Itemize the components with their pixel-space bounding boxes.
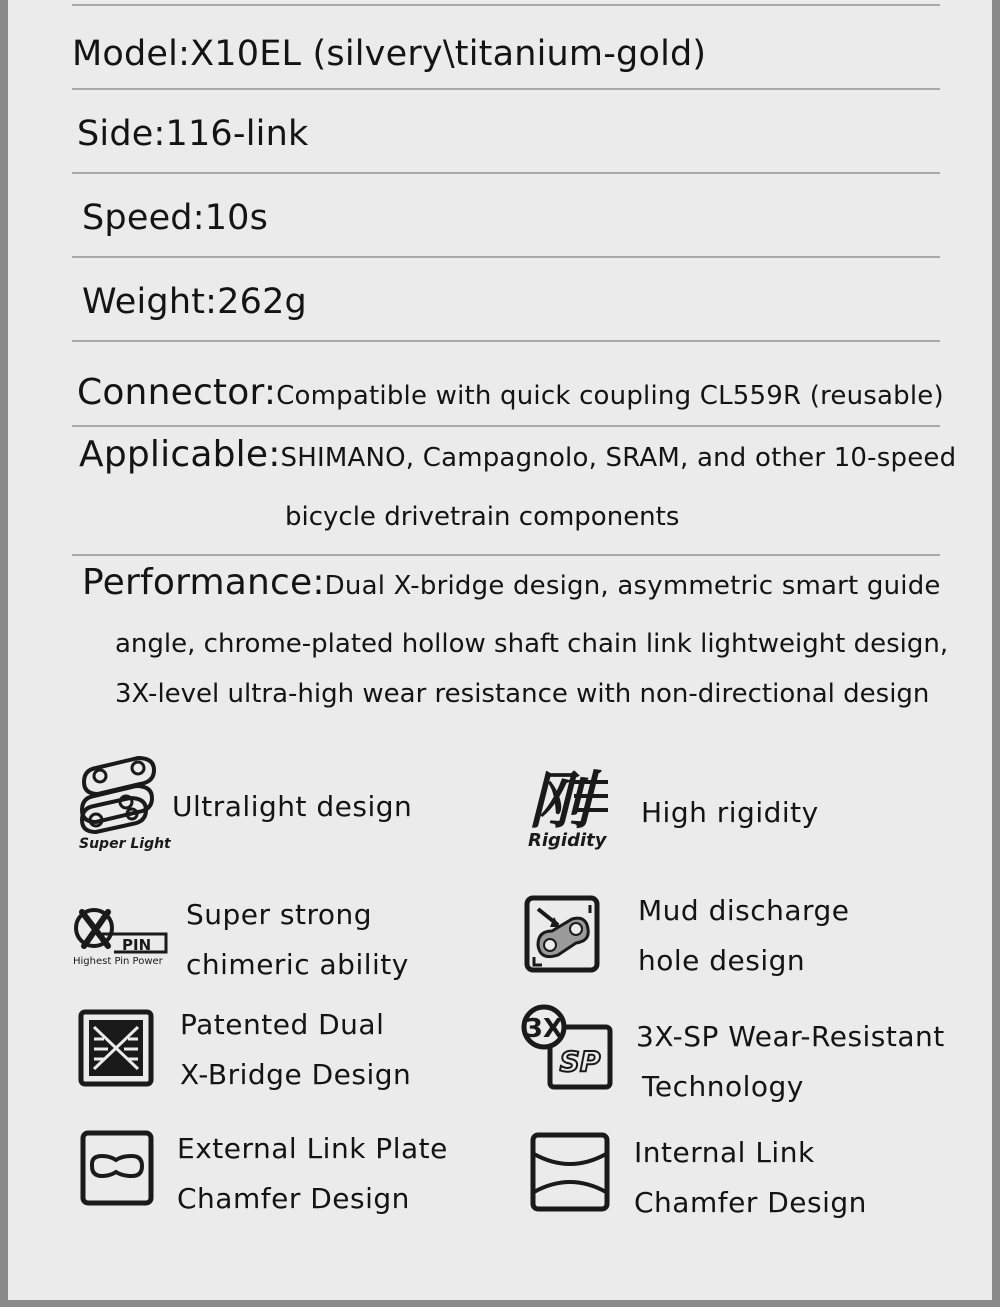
external-feature-line1: External Link Plate: [177, 1132, 448, 1165]
divider: [72, 425, 940, 427]
divider: [72, 340, 940, 342]
mud-discharge-icon: [524, 895, 604, 975]
applicable-value-line2: bicycle drivetrain components: [285, 502, 680, 532]
x-bridge-icon: [78, 1009, 156, 1087]
connector-value: Compatible with quick coupling CL559R (reusable): [276, 381, 944, 411]
chimeric-feature-line1: Super strong: [186, 898, 373, 931]
highest-pin-power-icon: [72, 904, 172, 970]
connector-label: Connector:: [77, 372, 277, 413]
ultralight-feature-label: Ultralight design: [172, 790, 413, 823]
chimeric-feature-line2: chimeric ability: [186, 948, 409, 981]
mud-feature-line1: Mud discharge: [638, 894, 850, 927]
performance-value-line3: 3X-level ultra-high wear resistance with non-directional design: [115, 679, 930, 709]
rigidity-glyph: 刚: [528, 764, 592, 837]
divider: [72, 256, 940, 258]
divider: [72, 172, 940, 174]
pin-caption: Highest Pin Power: [73, 956, 163, 967]
external-feature-line2: Chamfer Design: [177, 1182, 410, 1215]
applicable-label: Applicable:: [79, 434, 281, 475]
rigidity-feature-label: High rigidity: [641, 796, 819, 829]
xbridge-feature-line1: Patented Dual: [180, 1008, 385, 1041]
applicable-value-line1: SHIMANO, Campagnolo, SRAM, and other 10-speed: [280, 443, 957, 473]
side-spec: Side:116-link: [77, 114, 309, 154]
performance-spec: [82, 562, 941, 603]
pin-tag: PIN: [122, 936, 152, 954]
3x-label: 3X: [524, 1014, 564, 1044]
performance-value-line1: Dual X-bridge design, asymmetric smart guide: [324, 571, 941, 601]
external-link-plate-icon: [80, 1130, 156, 1206]
3x-sp-icon: [520, 1005, 616, 1091]
weight-spec: Weight:262g: [82, 282, 307, 322]
divider: [72, 4, 940, 6]
applicable-spec: [79, 434, 956, 475]
performance-value-line2: angle, chrome-plated hollow shaft chain link lightweight design,: [115, 629, 949, 659]
internal-link-chamfer-icon: [530, 1132, 610, 1212]
divider: [72, 88, 940, 90]
internal-feature-line1: Internal Link: [634, 1136, 815, 1169]
rigidity-icon: [516, 764, 612, 854]
sp-label: SP: [559, 1045, 601, 1078]
connector-spec: [77, 372, 944, 413]
mud-feature-line2: hole design: [638, 944, 806, 977]
super-light-caption: Super Light: [79, 836, 171, 852]
xbridge-feature-line2: X-Bridge Design: [180, 1058, 412, 1091]
divider: [72, 554, 940, 556]
rigidity-caption: Rigidity: [528, 830, 607, 851]
wear-feature-line2: Technology: [642, 1070, 804, 1103]
super-light-chain-icon: [76, 752, 171, 854]
model-spec: Model:X10EL (silvery\titanium-gold): [72, 34, 707, 74]
performance-label: Performance:: [82, 562, 325, 603]
speed-spec: Speed:10s: [82, 198, 269, 238]
wear-feature-line1: 3X-SP Wear-Resistant: [636, 1020, 945, 1053]
internal-feature-line2: Chamfer Design: [634, 1186, 867, 1219]
